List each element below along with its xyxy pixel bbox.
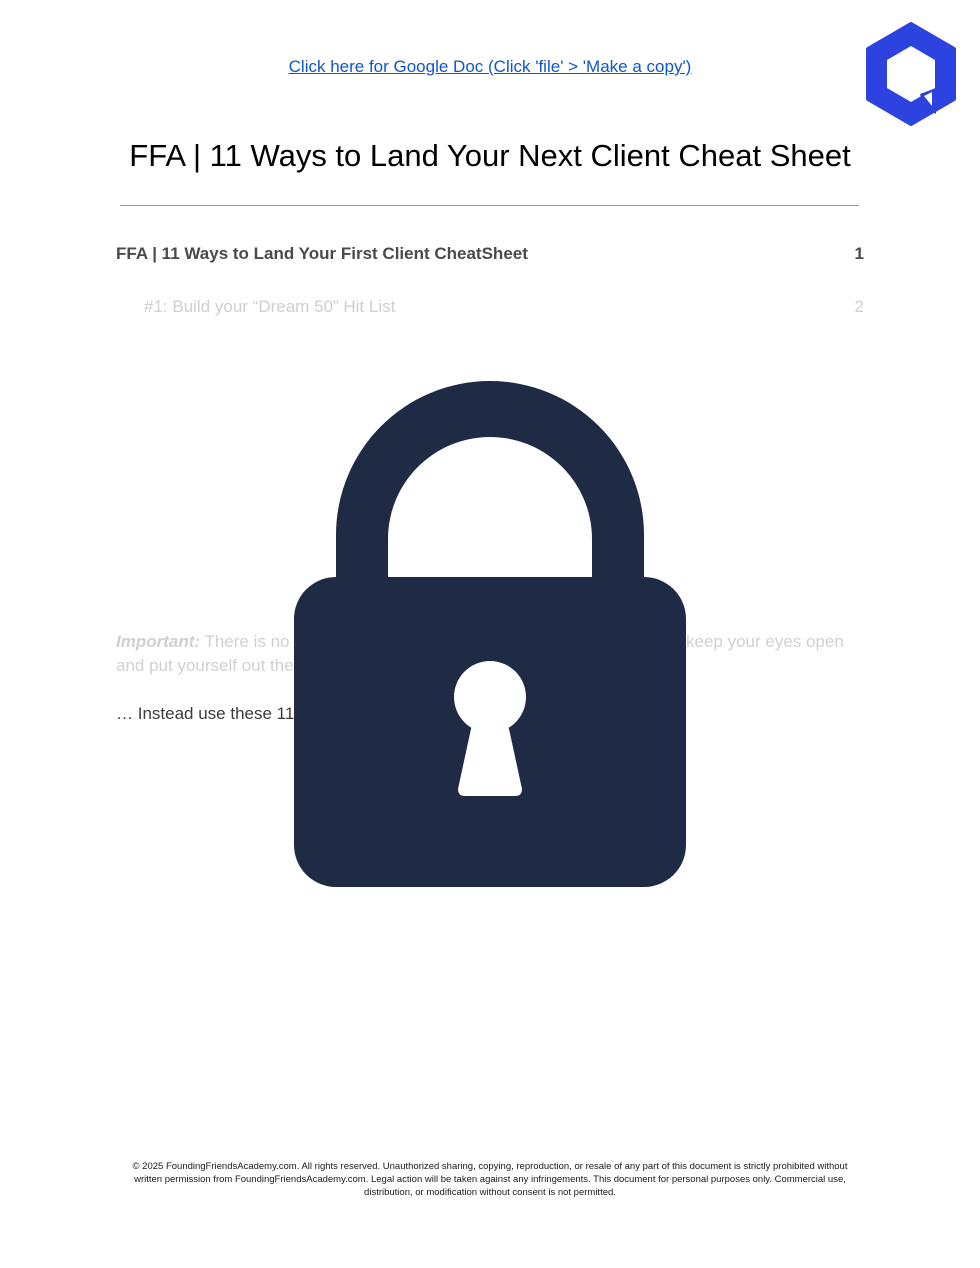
title-divider	[120, 205, 859, 206]
toc-entry-page: 2	[854, 297, 864, 316]
padlock-icon	[294, 381, 686, 887]
important-label: Important:	[116, 632, 201, 651]
document-title: FFA | 11 Ways to Land Your Next Client Cheat Sheet	[129, 138, 851, 173]
instead-text: … Instead use these 11	[116, 704, 295, 723]
toc-entry-label: #1: Build your “Dream 50” Hit List	[144, 297, 396, 316]
toc-entry[interactable]	[144, 297, 864, 317]
important-text: There is no	[200, 632, 290, 651]
toc-main-entry[interactable]	[116, 244, 864, 264]
toc-faded-entry	[144, 326, 864, 336]
important-line2: and put yourself out the	[116, 656, 294, 675]
toc-main-label: FFA | 11 Ways to Land Your First Client CheatSheet	[116, 244, 528, 263]
q-hexagon-logo-icon	[864, 22, 958, 126]
google-doc-link[interactable]: Click here for Google Doc (Click 'file' > 'Make a copy')	[288, 57, 692, 76]
important-text-tail: keep your eyes open	[686, 632, 844, 651]
toc-main-page: 1	[854, 244, 864, 263]
copyright-footer: © 2025 FoundingFriendsAcademy.com. All rights reserved. Unauthorized sharing, copying, reproduction, or resale of any part of this document is strictly prohibited without written permission from FoundingFriendsAcademy.com. Legal action will be taken against any infringements. This document for personal purposes only. Commercial use, distribution, or modification without consent is not permitted.	[132, 1161, 848, 1198]
